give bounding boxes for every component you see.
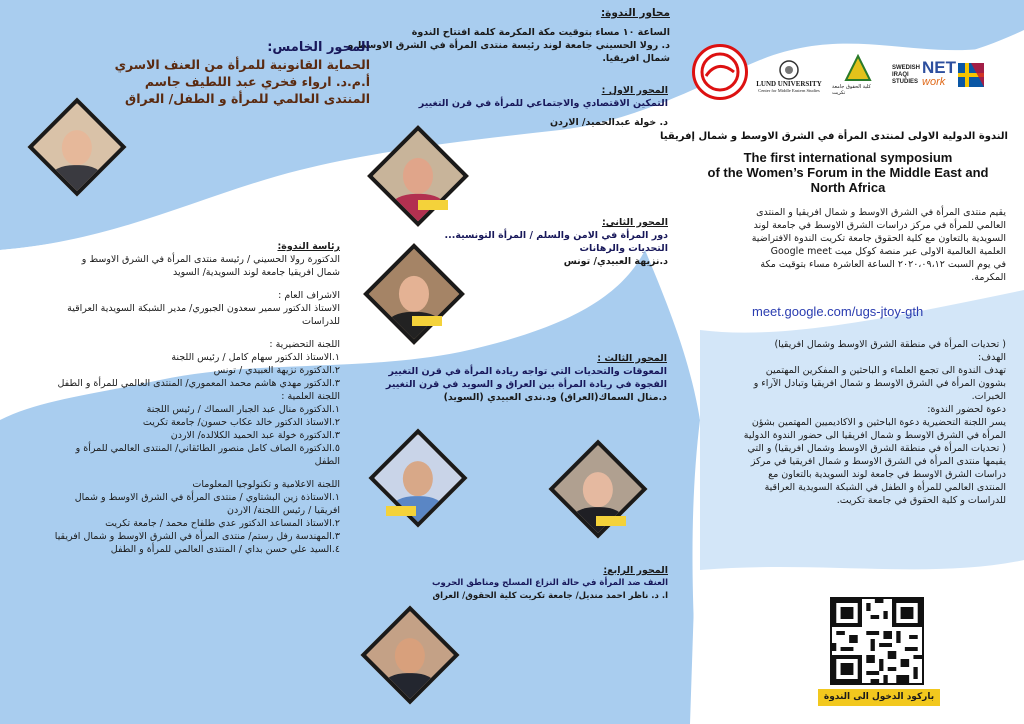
axis-fourth-topic: العنف ضد المرأة في حالة النزاع المسلح ومناطق الحروب xyxy=(432,578,668,588)
sci-member: ٥.الدكتورة الصاف كامل منصور الطائقاني/ المنتدى العالمي للمرأة و xyxy=(75,443,340,454)
axis-second xyxy=(430,216,668,268)
invite-line: دراسات الشرق الاوسط في جامعة لوند السويدية بالتعاون مع xyxy=(768,469,1006,480)
sci-title: اللجنة العلمية : xyxy=(281,391,340,402)
axis-fifth-topic: الحماية القانونية للمرأة من العنف الاسري xyxy=(114,57,370,72)
photo-tag xyxy=(418,200,448,210)
forum-logo xyxy=(692,44,748,100)
axis-first-speaker: د. خولة عبدالحميد/ الاردن xyxy=(549,117,668,128)
net-work: work xyxy=(922,76,946,88)
invite-line: للدراسات و كلية الحقوق في جامعة تكريت. xyxy=(836,495,1006,506)
axes-header xyxy=(347,6,670,65)
axis-fifth xyxy=(110,40,370,107)
meet-link-text[interactable]: meet.google.com/ugs-jtoy-gth xyxy=(752,304,924,319)
title-english xyxy=(688,150,1008,195)
lund-university-logo xyxy=(752,52,826,100)
sci-member: ١.الدكتورة منال عبد الجبار السماك / رئيس اللجنة xyxy=(146,404,340,415)
invite-line: المنتدى العالمي للمرأة و الطفل في الشبكة السويدية العراقية xyxy=(764,482,1006,493)
presidency-title: رئاسة الندوة: xyxy=(277,241,340,252)
media-member: افريقيا / رئيس اللجنة/ الاردن xyxy=(227,505,340,516)
invite-line: يسر اللجنة التحضيرية دعوة الباحثين و الاكاديميين المهتمين بشؤن xyxy=(751,417,1006,428)
opening-speaker-1: د. رولا الحسيني جامعة لوند رئيسة منتدى المرأة في الشرق الاوسط و xyxy=(347,40,670,51)
goal-title: الهدف: xyxy=(978,352,1006,363)
axis-second-topic-2: التحديات والرهانات xyxy=(579,243,668,254)
presidency-line: الدكتورة رولا الحسيني / رئيسة منتدى المرأة في الشرق الاوسط و xyxy=(81,254,340,265)
prep-member: ٣.الدكتور مهدي هاشم محمد المعموري/ المنتدى العالمي للمرأة و الطفل xyxy=(57,378,340,389)
prep-title: اللجنة التحضيرية : xyxy=(269,339,340,350)
title-arabic xyxy=(659,130,1008,144)
axis-third-title: المحور الثالث : xyxy=(597,353,667,364)
net-swedish: SWEDISH xyxy=(892,64,921,71)
photo-tag xyxy=(386,506,416,516)
net-word: NET xyxy=(922,58,957,77)
intro-line: السويدية بالتعاون مع كلية الحقوق جامعة تكريت الندوة الافتراضية xyxy=(751,233,1006,244)
media-member: ٢.الاستاذ المساعد الدكتور عدي طلفاح محمد / جامعة تكريت xyxy=(105,518,340,529)
goal-line: بشوون المرأة في الشرق الاوسط و شمال افريقيا وتبادل الآراء و xyxy=(753,378,1006,389)
intro-line: العلمية العالمية الاولى عبر منصة كوكل ميت Google meet xyxy=(770,246,1006,257)
invite-line: ( تحديات المرأة في منطقة الشرق الاوسط وشمال افريقيا) و التي xyxy=(747,443,1006,454)
qr-caption: باركود الدخول الى الندوة xyxy=(818,689,940,706)
axis-first xyxy=(420,84,668,129)
title-en-line: The first international symposium xyxy=(743,150,953,165)
net-studies: STUDIES xyxy=(892,78,919,85)
intro-line: المكرمة. xyxy=(971,272,1006,283)
axis-third-topic-2: الفجوة في ريادة المرأة بين العراق و السويد في قرن التغيير xyxy=(385,379,667,390)
siss-network-logo xyxy=(892,52,1002,98)
media-member: ٤.السيد علي حسن بداي / المنتدى العالمي للمرأة و الطفل xyxy=(110,544,340,555)
presidency-line: شمال افريقيا جامعة لوند السويدية/ السويد xyxy=(173,267,340,278)
axis-first-topic: التمكين الاقتصادي والاجتماعي للمرأة في قرن التغيير xyxy=(418,98,668,109)
intro-line: يقيم منتدى المرأة في الشرق الاوسط و شمال افريقيا و المنتدى xyxy=(756,207,1006,218)
axis-fourth xyxy=(420,564,668,603)
supervision-line: للدراسات xyxy=(301,316,340,327)
axis-fifth-speaker: أ.م.د. ارواء فخري عبد اللطيف جاسم xyxy=(144,74,370,89)
intro-line: في يوم السبت ٢٠٢٠،٠٩،١٢ الساعة العاشرة مساء بتوقيت مكة xyxy=(760,259,1006,270)
net-iraqi: IRAQI xyxy=(892,71,909,78)
goal-line: الخبرات. xyxy=(971,391,1006,402)
axes-title: محاور الندوة: xyxy=(600,7,670,19)
axis-third-topic: المعوقات والتحديات التي تواجه ريادة المرأة في قرن التغيير xyxy=(388,366,667,377)
supervision-title: الاشراف العام : xyxy=(278,290,340,301)
invite-title: دعوة لحضور الندوة: xyxy=(927,404,1006,415)
lund-subtitle: Center for Middle Eastern Studies xyxy=(758,87,820,93)
prep-member: ١.الاستاذ الدكتور سهام كامل / رئيس اللجنة xyxy=(171,352,340,363)
committees xyxy=(18,240,340,556)
media-title: اللجنة الاعلامية و تكنولوجيا المعلومات xyxy=(192,479,340,490)
sci-member: الطفل xyxy=(314,456,340,467)
invite-line: يقيمها منتدى المرأة في الشرق الاوسط و شمال افريقيا في مركز xyxy=(750,456,1006,467)
photo-tag xyxy=(596,516,626,526)
theme-and-goal xyxy=(690,338,1006,507)
lund-name: LUND UNIVERSITY xyxy=(756,79,822,88)
opening-line: الساعة ١٠ مساء بتوقيت مكة المكرمة كلمة افتتاح الندوة xyxy=(411,27,670,38)
axis-second-topic: دور المرأة في الامن والسلم / المرأة التونسية... xyxy=(444,230,668,241)
title-en-line: North Africa xyxy=(810,180,886,195)
sci-member: ٢.الاستاذ الدكتور خالد عكاب حسون/ جامعة تكريت xyxy=(142,417,340,428)
axis-fourth-speaker: ا. د. ناظر احمد منديل/ جامعة تكريت كلية الحقوق/ العراق xyxy=(432,591,668,601)
axis-fifth-org: المنتدى العالمي للمرأة و الطفل/ العراق xyxy=(125,91,370,106)
photo-tag xyxy=(412,316,442,326)
qr-code[interactable] xyxy=(830,597,924,685)
title-en-line: of the Women’s Forum in the Middle East and xyxy=(707,165,989,180)
axis-fifth-title: المحور الخامس: xyxy=(267,40,370,55)
media-member: ١.الاستاذة زين البشتاوي / منتدى المرأة في الشرق الاوسط و شمال xyxy=(74,492,340,503)
tikrit-caption: كلية الحقوق جامعة تكريت xyxy=(832,84,871,96)
axis-third xyxy=(385,352,667,404)
goal-line: تهدف الندوة الى تجمع العلماء و الباحثين و المفكرين المهتمين xyxy=(765,365,1006,376)
media-member: ٣.المهندسة رفل رستم/ منتدى المرأة في الشرق الاوسط و شمال افريقيا xyxy=(54,531,340,542)
intro-line: العالمي للمرأة في مركز دراسات الشرق الاوسط في جامعة لوند xyxy=(753,220,1006,231)
supervision-line: الاستاذ الدكتور سمير سعدون الجبوري/ مدير الشبكة السويدية العراقية xyxy=(67,303,340,314)
axis-third-speakers: د.منال السماك(العراق) ود.ندى العبيدي (السويد) xyxy=(443,392,667,403)
axis-second-speaker: د.نزيهة العبيدي/ تونس xyxy=(563,256,668,267)
tikrit-law-logo xyxy=(832,50,884,100)
intro-paragraph xyxy=(690,206,1006,284)
sci-member: ٣.الدكتورة خولة عبد الحميد الكلالده/ الاردن xyxy=(170,430,340,441)
axis-first-title: المحور الاول : xyxy=(601,85,668,96)
prep-member: ٢.الدكتورة نزيهة العبيدي / تونس xyxy=(213,365,340,376)
axis-second-title: المحور الثاني: xyxy=(601,217,668,228)
invite-line: المرأة في الشرق الاوسط و شمال افريقيا الى حضور الندوة الدولية xyxy=(743,430,1006,441)
sweden-iraq-flag-icon xyxy=(958,63,984,87)
title-arabic-text: الندوة الدولية الاولى لمنتدى المرأة في الشرق الاوسط و شمال إفريقيا xyxy=(659,131,1008,142)
meet-link[interactable] xyxy=(752,304,972,320)
axis-fourth-title: المحور الرابع: xyxy=(603,565,668,576)
opening-speaker-2: شمال افريقيا. xyxy=(602,53,670,64)
theme-line: ( تحديات المرأة في منطقة الشرق الاوسط وشمال افريقيا) xyxy=(774,339,1006,350)
